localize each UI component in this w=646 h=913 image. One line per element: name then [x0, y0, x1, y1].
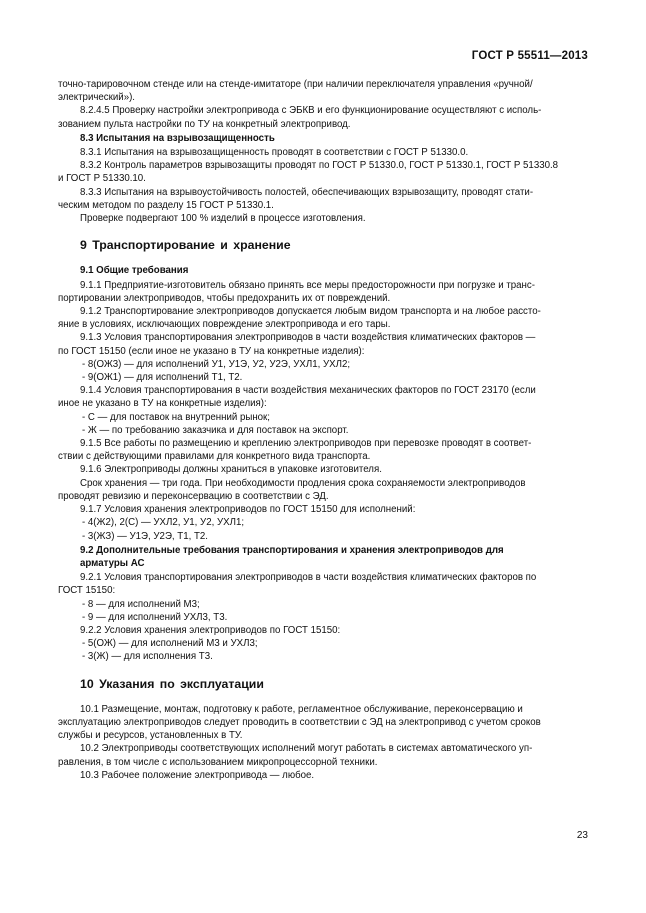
- list-item: - С — для поставок на внутренний рынок;: [82, 411, 270, 423]
- text-line: ствии с действующими правилами для конкретного вида транспорта.: [58, 451, 371, 463]
- text-line: 9.1.1 Предприятие-изготовитель обязано принять все меры предосторожности при погрузке и транс-: [80, 279, 535, 291]
- text-line: 9.1.6 Электроприводы должны храниться в упаковке изготовителя.: [80, 464, 382, 476]
- text-line: яние в условиях, исключающих повреждение электропривода и его тары.: [58, 319, 391, 331]
- list-item: - 3(Ж) — для исполнения Т3.: [82, 651, 213, 663]
- section-heading: 9 Транспортирование и хранение: [80, 238, 291, 253]
- text-line: 10.1 Размещение, монтаж, подготовку к работе, регламентное обслуживание, переконсервацию и: [80, 703, 523, 715]
- list-item: - 9(ОЖ1) — для исполнений Т1, Т2.: [82, 372, 243, 384]
- text-line: ческим методом по разделу 15 ГОСТ Р 51330.1.: [58, 199, 274, 211]
- text-line: эксплуатацию электроприводов следует проводить в соответствии с ЭД на электропривод с учетом сроков: [58, 716, 541, 728]
- subsection-heading-line: 9.2 Дополнительные требования транспортирования и хранения электроприводов для: [80, 544, 504, 556]
- text-line: Срок хранения — три года. При необходимости продления срока сохраняемости электроприводов: [80, 477, 526, 489]
- page-number: 23: [576, 830, 588, 841]
- list-item: - 4(Ж2), 2(С) — УХЛ2, У1, У2, УХЛ1;: [82, 517, 245, 529]
- document-code: ГОСТ Р 55511—2013: [471, 50, 588, 62]
- text-line: 8.3.3 Испытания на взрывоустойчивость полостей, обеспечивающих взрывозащиту, проводят стати-: [80, 186, 534, 198]
- list-item: - 8 — для исполнений М3;: [82, 598, 200, 610]
- text-line: проводят ревизию и переконсервацию в соответствии с ЭД.: [58, 490, 329, 502]
- text-line: портировании электроприводов, чтобы предохранить их от повреждений.: [58, 292, 391, 304]
- subsection-heading: [58, 544, 588, 570]
- text-line: зованием пульта настройки по ТУ на конкретный электропривод.: [58, 118, 351, 130]
- text-line: 9.2.1 Условия транспортирования электроприводов в части воздействия климатических факторов по: [80, 572, 537, 584]
- section-heading: 10 Указания по эксплуатации: [80, 676, 264, 691]
- text-line: 9.1.4 Условия транспортирования в части воздействия механических факторов по ГОСТ 23170 (если: [80, 385, 536, 397]
- subsection-heading-line: арматуры АС: [80, 557, 145, 569]
- text-line: и ГОСТ Р 51330.10.: [58, 173, 146, 185]
- text-line: по ГОСТ 15150 (если иное не указано в ТУ на конкретные изделия):: [58, 345, 365, 357]
- text-line: 9.1.5 Все работы по размещению и креплению электроприводов при перевозке проводят в соответ-: [80, 438, 532, 450]
- text-line: службы и ресурсов, установленных в ТУ.: [58, 730, 243, 742]
- list-item: - 3(ЖЗ) — У1Э, У2Э, Т1, Т2.: [82, 530, 208, 542]
- text-line: 10.3 Рабочее положение электропривода — любое.: [80, 769, 315, 781]
- text-line: 9.1.7 Условия хранения электроприводов по ГОСТ 15150 для исполнений:: [80, 504, 416, 516]
- list-item: - Ж — по требованию заказчика и для поставок на экспорт.: [82, 424, 349, 436]
- text-line: Проверке подвергают 100 % изделий в процессе изготовления.: [80, 213, 366, 225]
- text-line: 9.2.2 Условия хранения электроприводов по ГОСТ 15150:: [80, 624, 341, 636]
- text-line: 8.2.4.5 Проверку настройки электропривода с ЭБКВ и его функционирование осуществляют с исполь-: [80, 105, 542, 117]
- text-line: 9.1.3 Условия транспортирования электроприводов в части воздействия климатических факторов —: [80, 332, 536, 344]
- text-line: 10.2 Электроприводы соответствующих исполнений могут работать в системах автоматического уп-: [80, 743, 533, 755]
- text-line: электрический»).: [58, 92, 135, 104]
- subsection-heading: 8.3 Испытания на взрывозащищенность: [80, 132, 275, 144]
- text-line: иное не указано в ТУ на конкретные изделия):: [58, 398, 267, 410]
- list-item: - 5(ОЖ) — для исполнений М3 и УХЛ3;: [82, 638, 258, 650]
- list-item: - 8(ОЖ3) — для исполнений У1, У1Э, У2, У2Э, УХЛ1, УХЛ2;: [82, 358, 351, 370]
- text-line: 8.3.2 Контроль параметров взрывозащиты проводят по ГОСТ Р 51330.0, ГОСТ Р 51330.1, ГОСТ Р 51330.8: [80, 160, 559, 172]
- subsection-heading: 9.1 Общие требования: [80, 265, 189, 277]
- text-line: точно-тарировочном стенде или на стенде-имитаторе (при наличии переключателя управления «ручной/: [58, 79, 533, 90]
- list-item: - 9 — для исполнений УХЛ3, Т3.: [82, 611, 228, 623]
- text-line: равления, в том числе с использованием микропроцессорной техники.: [58, 756, 378, 768]
- page-body: [58, 78, 588, 782]
- text-line: 9.1.2 Транспортирование электроприводов допускается любым видом транспорта и на любое рассто-: [80, 306, 541, 318]
- text-line: ГОСТ 15150:: [58, 585, 116, 597]
- text-line: 8.3.1 Испытания на взрывозащищенность проводят в соответствии с ГОСТ Р 51330.0.: [80, 147, 469, 159]
